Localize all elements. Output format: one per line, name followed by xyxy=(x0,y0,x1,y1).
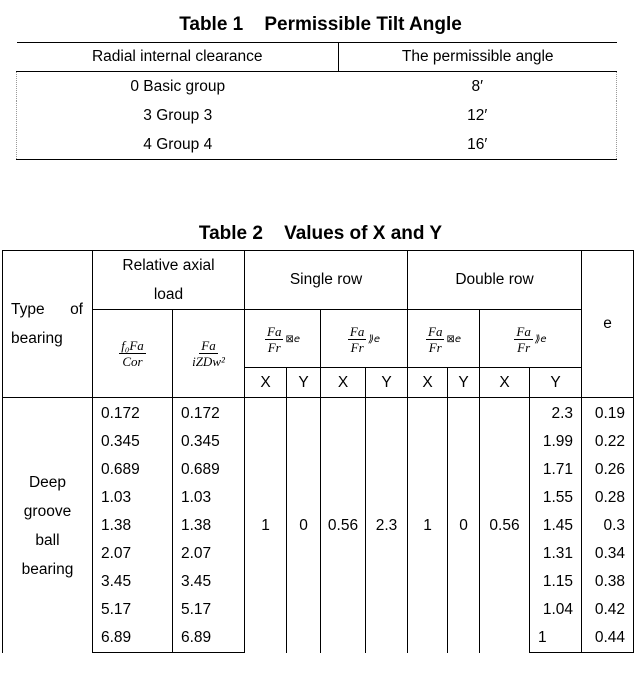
double-gt-y-cell: 1.04 xyxy=(530,596,582,624)
rel-load-cell: 1.03 xyxy=(93,484,173,512)
bearing-word: bearing xyxy=(11,330,63,347)
angle-cell: 8′ xyxy=(339,72,617,102)
e-cell: 0.38 xyxy=(582,568,634,596)
table-row xyxy=(17,72,617,102)
table1-title: Table 1 Permissible Tilt Angle xyxy=(179,14,462,35)
x-header: X xyxy=(245,368,287,398)
rel-load-cell: 3.45 xyxy=(173,568,245,596)
e-cell: 0.28 xyxy=(582,484,634,512)
double-le-e-condition xyxy=(408,310,480,368)
rel-load-cell: 6.89 xyxy=(173,624,245,653)
cond-cmp: ⊠e xyxy=(446,333,461,345)
angle-cell: 12′ xyxy=(339,101,617,130)
y-header: Y xyxy=(530,368,582,398)
frac1-den: Cor xyxy=(122,354,143,369)
rel-load-cell: 0.345 xyxy=(93,428,173,456)
double-gt-y-cell: 1.71 xyxy=(530,456,582,484)
rel-load-cell: 5.17 xyxy=(173,596,245,624)
double-le-x: 1 xyxy=(408,398,448,653)
of-word: of xyxy=(70,301,83,318)
rel-load-cell: 1.38 xyxy=(173,512,245,540)
double-gt-x: 0.56 xyxy=(480,398,530,653)
fraction-fa-izdw2 xyxy=(173,310,245,398)
cond-num: Fa xyxy=(516,323,531,339)
double-gt-y-cell: 1 xyxy=(530,624,582,653)
header-row-1 xyxy=(3,251,634,310)
x-header: X xyxy=(480,368,530,398)
double-le-y: 0 xyxy=(448,398,480,653)
rel-load-cell: 3.45 xyxy=(93,568,173,596)
table-row xyxy=(3,398,634,429)
bearing-type-line: Deep xyxy=(28,474,67,492)
cond-num: Fa xyxy=(267,323,282,339)
rel-load-cell: 0.689 xyxy=(173,456,245,484)
e-cell: 0.22 xyxy=(582,428,634,456)
double-row-header: Double row xyxy=(408,251,582,310)
clearance-cell: 3 Group 3 xyxy=(17,101,339,130)
double-gt-e-condition xyxy=(480,310,582,368)
relative-axial-load-header xyxy=(93,251,245,310)
rel-load-cell: 0.689 xyxy=(93,456,173,484)
single-le-e-condition xyxy=(245,310,321,368)
rel-load-cell: 2.07 xyxy=(93,540,173,568)
e-cell: 0.26 xyxy=(582,456,634,484)
single-le-x: 1 xyxy=(245,398,287,653)
cond-cmp: ⟫e xyxy=(368,333,381,345)
clearance-cell: 0 Basic group xyxy=(17,72,339,102)
e-cell: 0.42 xyxy=(582,596,634,624)
bearing-type-line: bearing xyxy=(21,561,74,579)
tilt-angle-table xyxy=(16,42,617,160)
rel-load-cell: 2.07 xyxy=(173,540,245,568)
cond-den: Fr xyxy=(517,339,531,355)
cond-den: Fr xyxy=(267,339,281,355)
rel-load-cell: 1.38 xyxy=(93,512,173,540)
bearing-type-line: ball xyxy=(35,532,60,550)
double-gt-y-cell: 1.15 xyxy=(530,568,582,596)
angle-cell: 16′ xyxy=(339,130,617,160)
cond-cmp: ⟫e xyxy=(534,333,547,345)
y-header: Y xyxy=(366,368,408,398)
fraction-f0fa-cor xyxy=(93,310,173,398)
rel-load-cell: 1.03 xyxy=(173,484,245,512)
rel-load-cell: 5.17 xyxy=(93,596,173,624)
cond-num: Fa xyxy=(428,323,443,339)
cond-cmp: ⊠e xyxy=(285,333,300,345)
header-radial-clearance: Radial internal clearance xyxy=(17,43,339,72)
header-permissible-angle: The permissible angle xyxy=(339,43,617,72)
cond-num: Fa xyxy=(349,323,365,339)
table-row xyxy=(17,101,617,130)
xy-values-table xyxy=(2,250,634,653)
frac2-den: iZDw² xyxy=(192,354,225,369)
double-gt-y-cell: 1.31 xyxy=(530,540,582,568)
e-cell: 0.19 xyxy=(582,398,634,429)
double-gt-y-cell: 1.55 xyxy=(530,484,582,512)
rel-line2: load xyxy=(153,286,184,303)
rel-load-cell: 6.89 xyxy=(93,624,173,653)
x-header: X xyxy=(408,368,448,398)
rel-line1: Relative axial xyxy=(122,257,215,274)
bearing-type-cell xyxy=(3,398,93,653)
cond-den: Fr xyxy=(428,339,442,355)
table-row xyxy=(17,130,617,160)
header-row-2 xyxy=(3,310,634,368)
clearance-cell: 4 Group 4 xyxy=(17,130,339,160)
table-header-row xyxy=(17,43,617,72)
e-header: e xyxy=(582,251,634,398)
single-gt-y: 2.3 xyxy=(366,398,408,653)
single-row-header: Single row xyxy=(245,251,408,310)
frac1-num: f₀Fa xyxy=(121,338,144,353)
e-cell: 0.44 xyxy=(582,624,634,653)
double-gt-y-cell: 1.99 xyxy=(530,428,582,456)
double-gt-y-cell: 1.45 xyxy=(530,512,582,540)
double-gt-y-cell: 2.3 xyxy=(530,398,582,429)
table2-title: Table 2 Values of X and Y xyxy=(198,223,443,244)
frac2-num: Fa xyxy=(201,338,216,353)
rel-load-cell: 0.345 xyxy=(173,428,245,456)
single-le-y: 0 xyxy=(287,398,321,653)
cond-den: Fr xyxy=(350,339,364,355)
rel-load-cell: 0.172 xyxy=(173,398,245,429)
e-cell: 0.34 xyxy=(582,540,634,568)
type-word: Type xyxy=(11,301,45,318)
e-cell: 0.3 xyxy=(582,512,634,540)
x-header: X xyxy=(321,368,366,398)
single-gt-e-condition xyxy=(321,310,408,368)
type-of-bearing-header xyxy=(3,251,93,398)
y-header: Y xyxy=(287,368,321,398)
single-gt-x: 0.56 xyxy=(321,398,366,653)
rel-load-cell: 0.172 xyxy=(93,398,173,429)
bearing-type-line: groove xyxy=(23,503,72,521)
y-header: Y xyxy=(448,368,480,398)
